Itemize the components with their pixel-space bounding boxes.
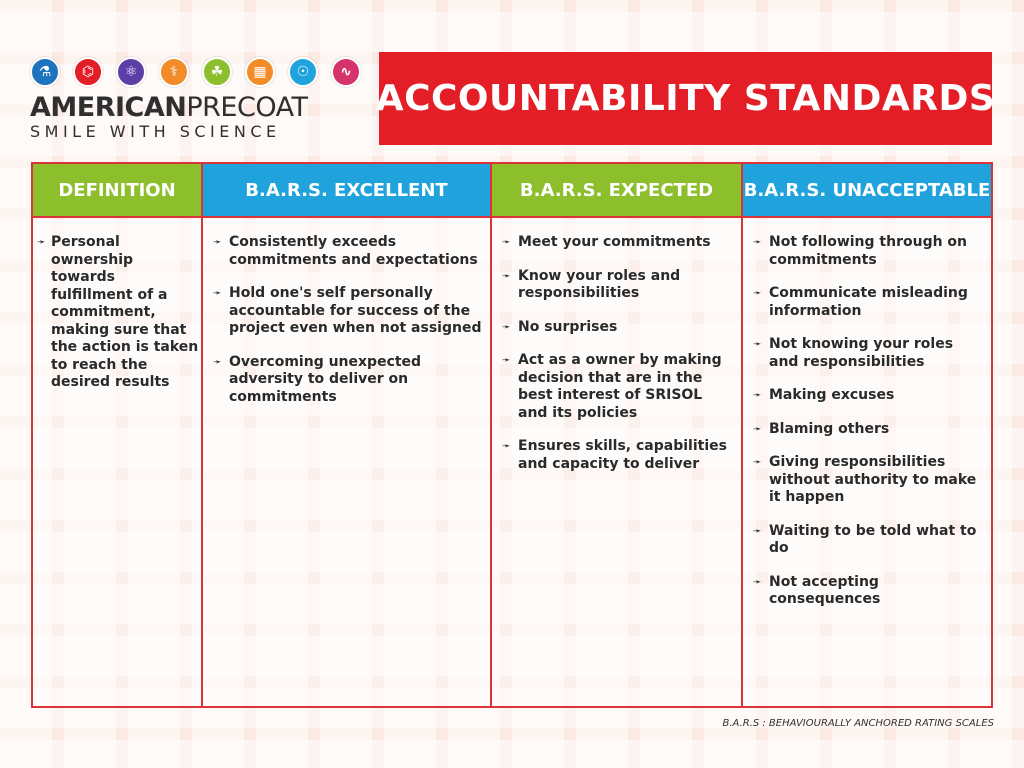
list-item xyxy=(751,574,983,609)
list-item xyxy=(211,234,482,269)
list-item xyxy=(211,354,482,407)
bars-table xyxy=(31,162,993,708)
column-unacceptable xyxy=(743,164,991,706)
chemistry-icon: ⚛ xyxy=(116,57,146,87)
list-item-text: Ensures skills, capabilities and capacity to deliver xyxy=(518,438,727,472)
footnote: B.A.R.S : BEHAVIOURALLY ANCHORED RATING SCALES xyxy=(722,718,994,729)
unacceptable-list xyxy=(751,234,983,609)
list-item-text: Giving responsibilities without authority to make it happen xyxy=(769,454,977,505)
brand-tagline: SMILE WITH SCIENCE xyxy=(30,122,281,141)
list-item xyxy=(500,438,733,473)
arrow-bullet-icon: ➛ xyxy=(753,525,762,537)
arrow-bullet-icon: ➛ xyxy=(753,339,762,350)
list-item xyxy=(751,234,983,269)
research-icon: ☉ xyxy=(288,57,318,87)
company-logo xyxy=(30,54,370,146)
arrow-bullet-icon: ➛ xyxy=(753,288,762,299)
column-body-definition xyxy=(33,218,201,392)
column-header-expected: B.A.R.S. EXPECTED xyxy=(492,164,741,218)
list-item-text: Waiting to be told what to do xyxy=(769,522,977,556)
agriculture-icon: ☘ xyxy=(202,57,232,87)
arrow-bullet-icon: ➛ xyxy=(213,288,222,299)
list-item-text: Overcoming unexpected adversity to deliver on commitments xyxy=(229,353,422,405)
list-item-text: Making excuses xyxy=(769,387,895,403)
column-header-unacceptable: B.A.R.S. UNACCEPTABLE xyxy=(743,164,991,218)
excellent-list xyxy=(211,234,482,406)
flask-icon: ⚗ xyxy=(30,57,60,87)
title-banner xyxy=(375,52,996,145)
arrow-bullet-icon: ➛ xyxy=(213,237,222,248)
list-item-text: Not following through on commitments xyxy=(769,234,968,268)
column-expected xyxy=(492,164,743,706)
list-item xyxy=(35,234,199,392)
list-item-text: Personal ownership towards fulfillment of a commitment, making sure that the action is taken to reach the desired results xyxy=(51,234,199,390)
column-body-unacceptable xyxy=(743,218,991,609)
list-item xyxy=(500,268,733,303)
column-header-excellent: B.A.R.S. EXCELLENT xyxy=(203,164,490,218)
pharma-icon: ⚕ xyxy=(159,57,189,87)
list-item-text: Consistently exceeds commitments and expectations xyxy=(229,234,478,268)
list-item xyxy=(751,421,983,439)
page-title: ACCOUNTABILITY STANDARDS xyxy=(375,78,996,119)
arrow-bullet-icon: ➛ xyxy=(753,457,762,468)
definition-list xyxy=(35,234,199,392)
arrow-bullet-icon: ➛ xyxy=(753,423,762,435)
arrow-bullet-icon: ➛ xyxy=(753,576,762,588)
arrow-bullet-icon: ➛ xyxy=(753,390,762,401)
column-excellent xyxy=(203,164,492,706)
arrow-bullet-icon: ➛ xyxy=(502,441,511,452)
grid-icon: ▦ xyxy=(245,57,275,87)
list-item-text: Blaming others xyxy=(769,420,890,437)
arrow-bullet-icon: ➛ xyxy=(502,270,511,282)
list-item-text: No surprises xyxy=(518,318,618,335)
list-item-text: Meet your commitments xyxy=(518,234,711,250)
list-item xyxy=(751,454,983,507)
arrow-bullet-icon: ➛ xyxy=(753,237,762,248)
arrow-bullet-icon: ➛ xyxy=(502,237,511,248)
list-item xyxy=(211,285,482,338)
list-item xyxy=(751,523,983,558)
logo-icon-row xyxy=(30,54,370,88)
list-item xyxy=(751,336,983,371)
column-header-definition: DEFINITION xyxy=(33,164,201,218)
molecule-icon: ⌬ xyxy=(73,57,103,87)
arrow-bullet-icon: ➛ xyxy=(37,237,46,248)
list-item-text: Hold one's self personally accountable for success of the project even when not assigned xyxy=(229,285,482,336)
brand-name-bold: AMERICAN xyxy=(30,92,187,123)
expected-list xyxy=(500,234,733,473)
list-item-text: Act as a owner by making decision that are in the best interest of SRISOL and its policies xyxy=(518,352,722,421)
arrow-bullet-icon: ➛ xyxy=(502,355,511,366)
brand-name-regular: PRECOAT xyxy=(186,92,308,123)
brand-name xyxy=(30,93,370,123)
list-item xyxy=(751,387,983,405)
list-item-text: Communicate misleading information xyxy=(769,285,968,319)
list-item xyxy=(500,319,733,337)
column-definition xyxy=(33,164,203,706)
column-body-expected xyxy=(492,218,741,473)
column-body-excellent xyxy=(203,218,490,406)
list-item-text: Know your roles and responsibilities xyxy=(518,267,681,301)
list-item xyxy=(500,234,733,252)
list-item xyxy=(751,285,983,320)
list-item xyxy=(500,352,733,422)
arrow-bullet-icon: ➛ xyxy=(502,321,511,333)
analysis-icon: ∿ xyxy=(331,57,361,87)
arrow-bullet-icon: ➛ xyxy=(213,356,222,368)
list-item-text: Not knowing your roles and responsibilities xyxy=(769,336,954,370)
list-item-text: Not accepting consequences xyxy=(769,573,881,607)
